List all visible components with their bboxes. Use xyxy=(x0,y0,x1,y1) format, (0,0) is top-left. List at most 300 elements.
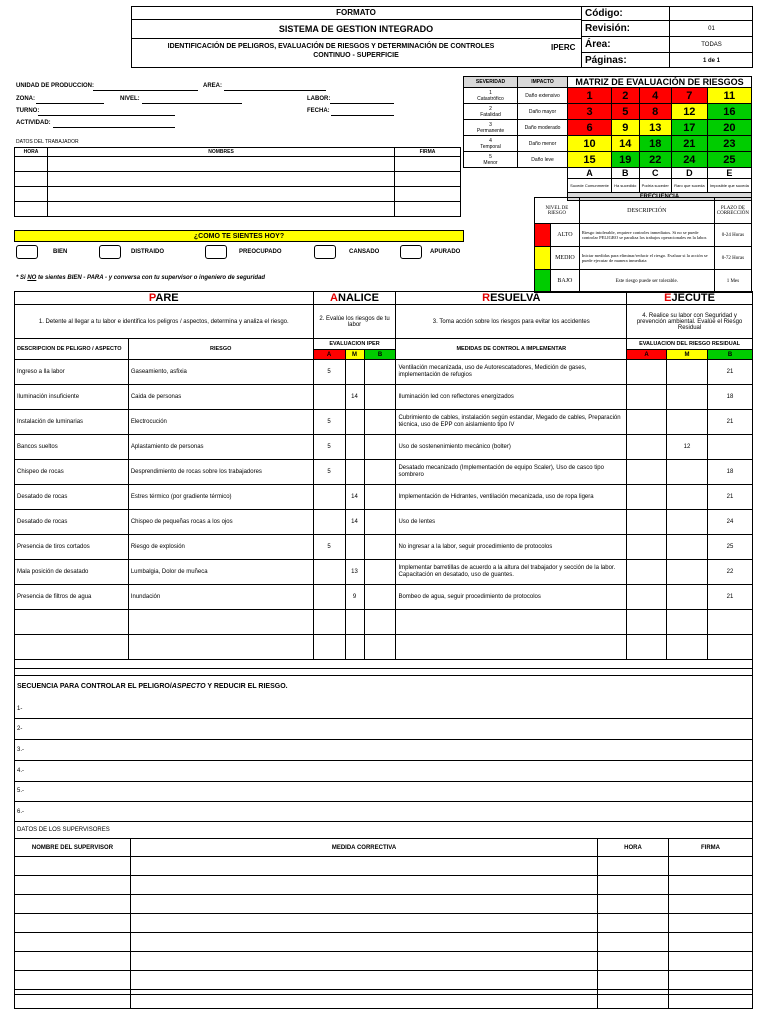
alto-swatch xyxy=(535,224,551,247)
pare-header xyxy=(15,292,314,305)
sistema-title: SISTEMA DE GESTION INTEGRADO xyxy=(131,20,581,39)
desc-peligro-header: DESCRIPCION DE PELIGRO / ASPECTO xyxy=(15,339,129,360)
eval-m[interactable] xyxy=(345,610,364,635)
eval-b[interactable] xyxy=(364,635,396,660)
medida-control[interactable] xyxy=(396,635,627,660)
supervisor-cell[interactable] xyxy=(669,914,753,933)
residual-m[interactable] xyxy=(667,460,708,485)
secuencia-item: 4.- xyxy=(17,768,25,774)
residual-b[interactable]: 24 xyxy=(708,510,753,535)
medida-control[interactable]: Iluminación led con reflectores energizados xyxy=(396,385,627,410)
eval-a[interactable]: 5 xyxy=(313,410,345,435)
bien-label: BIEN xyxy=(53,249,68,255)
eval-m[interactable] xyxy=(345,410,364,435)
residual-m[interactable] xyxy=(667,485,708,510)
secuencia-item: 1- xyxy=(17,706,23,712)
eval-a-header: A xyxy=(313,350,345,360)
eval-b[interactable] xyxy=(364,585,396,610)
medida-control[interactable]: Uso de sostenenimiento mecánico (bolter) xyxy=(396,435,627,460)
eval-m[interactable]: 14 xyxy=(345,385,364,410)
medida-control[interactable]: Cubrimiento de cables, instalación según estandar, Megado de cables, Preparación técnica, uso de EPP con aislamiento tipo IV xyxy=(396,410,627,435)
bajo-swatch xyxy=(535,270,551,293)
eval-b[interactable] xyxy=(364,410,396,435)
residual-a[interactable] xyxy=(627,610,667,635)
secuencia-line[interactable] xyxy=(14,781,753,782)
iperc-label: IPERC xyxy=(551,43,576,52)
secuencia-item: 6.- xyxy=(17,809,25,815)
secuencia-separator xyxy=(14,668,753,676)
matrix-cell: 4 xyxy=(639,88,671,104)
residual-m[interactable] xyxy=(667,560,708,585)
matrix-cell: 18 xyxy=(639,136,671,152)
riesgo-desc[interactable]: Estres térmico (por gradiente térmico) xyxy=(128,485,313,510)
supervisor-cell[interactable] xyxy=(131,914,598,933)
unidad-input[interactable] xyxy=(93,90,198,91)
iper-table xyxy=(14,291,753,660)
imp-cell: Daño leve xyxy=(518,152,568,168)
ejecute-first: E xyxy=(664,292,672,304)
supervisor-cell[interactable] xyxy=(669,971,753,990)
supervisor-cell[interactable] xyxy=(131,952,598,971)
riesgo-desc[interactable]: Inundación xyxy=(128,585,313,610)
iper-row xyxy=(15,510,753,535)
peligro-desc[interactable]: Presencia de filtros de agua xyxy=(15,585,129,610)
eval-m[interactable]: 9 xyxy=(345,585,364,610)
riesgo-desc[interactable]: Desprendimiento de rocas sobre los trabajadores xyxy=(128,460,313,485)
supervisor-cell[interactable] xyxy=(598,895,669,914)
supervisor-cell[interactable] xyxy=(131,876,598,895)
matrix-cell: 11 xyxy=(707,88,751,104)
eval-b[interactable] xyxy=(364,385,396,410)
eval-a[interactable]: 5 xyxy=(313,535,345,560)
hora-header: HORA xyxy=(15,148,48,157)
residual-b[interactable] xyxy=(708,635,753,660)
freq-letter: E xyxy=(707,168,751,179)
freq-letter: C xyxy=(639,168,671,179)
ejecute-rest: JECUTE xyxy=(671,292,715,304)
supervisor-nombre-header: NOMBRE DEL SUPERVISOR xyxy=(15,839,131,857)
secuencia-item: 2- xyxy=(17,726,23,732)
residual-m-header: M xyxy=(667,350,708,360)
supervisor-cell[interactable] xyxy=(669,933,753,952)
fecha-input[interactable] xyxy=(331,115,394,116)
hora-cell[interactable] xyxy=(15,187,48,202)
resuelva-rest: ESUELVA xyxy=(490,292,541,304)
residual-b[interactable]: 21 xyxy=(708,360,753,385)
analice-first: A xyxy=(330,292,338,304)
residual-a[interactable] xyxy=(627,460,667,485)
residual-a[interactable] xyxy=(627,560,667,585)
cansado-checkbox[interactable] xyxy=(314,245,336,259)
nombre-cell[interactable] xyxy=(48,187,395,202)
residual-m[interactable] xyxy=(667,385,708,410)
firma-cell[interactable] xyxy=(395,187,461,202)
supervisor-cell[interactable] xyxy=(598,933,669,952)
riesgo-desc[interactable] xyxy=(128,610,313,635)
supervisor-cell[interactable] xyxy=(598,971,669,990)
residual-b-header: B xyxy=(708,350,753,360)
supervisor-cell[interactable] xyxy=(15,952,131,971)
nivel-riesgo-table xyxy=(534,197,752,293)
residual-m[interactable] xyxy=(667,635,708,660)
sec-title-pre: SECUENCIA PARA CONTROLAR EL PELIGRO/ xyxy=(17,683,172,690)
supervisor-firma-header: FIRMA xyxy=(669,839,753,857)
area-input[interactable] xyxy=(224,90,326,91)
area-field-label: AREA: xyxy=(203,83,222,89)
revision-label: Revisión: xyxy=(582,21,669,37)
sec-title-post: Y REDUCIR EL RIESGO. xyxy=(205,683,288,690)
eval-a[interactable] xyxy=(313,560,345,585)
secuencia-line[interactable] xyxy=(14,760,753,761)
matrix-cell: 5 xyxy=(612,104,639,120)
peligro-desc[interactable]: Desatado de rocas xyxy=(15,485,129,510)
actividad-input[interactable] xyxy=(53,127,175,128)
eval-a[interactable] xyxy=(313,635,345,660)
residual-header: EVALUACION DEL RIESGO RESIDUAL xyxy=(627,339,753,350)
residual-a[interactable] xyxy=(627,385,667,410)
peligro-desc[interactable] xyxy=(15,610,129,635)
medio-desc: Iniciar medidas para eliminar/reducir el riesgo. Evaluar si la acción se puede ejecutar de manera inmediata xyxy=(579,247,714,270)
supervisor-cell[interactable] xyxy=(669,895,753,914)
residual-a-header: A xyxy=(627,350,667,360)
eval-a[interactable]: 5 xyxy=(313,360,345,385)
residual-b[interactable]: 21 xyxy=(708,410,753,435)
residual-a[interactable] xyxy=(627,435,667,460)
residual-a[interactable] xyxy=(627,585,667,610)
eval-a[interactable]: 5 xyxy=(313,435,345,460)
revision-value: 01 xyxy=(670,21,753,37)
eval-b-header: B xyxy=(364,350,396,360)
medida-control[interactable]: No ingresar a la labor, seguir procedimiento de protocolos xyxy=(396,535,627,560)
note-post: te sientes BIEN - PARA - y conversa con tu supervisor o ingeniero de seguridad xyxy=(36,275,266,281)
residual-m[interactable] xyxy=(667,360,708,385)
eval-a[interactable] xyxy=(313,510,345,535)
nombre-cell[interactable] xyxy=(48,172,395,187)
matrix-cell: 24 xyxy=(671,152,707,168)
actividad-label: ACTIVIDAD: xyxy=(16,120,51,126)
iper-row xyxy=(15,360,753,385)
firma-cell[interactable] xyxy=(395,202,461,217)
supervisor-cell[interactable] xyxy=(15,971,131,990)
eval-b[interactable] xyxy=(364,610,396,635)
header-logo-area xyxy=(14,6,131,68)
riesgo-desc[interactable]: Electrocución xyxy=(128,410,313,435)
freq-desc: Raro que suceda xyxy=(671,179,707,193)
turno-input[interactable] xyxy=(38,115,175,116)
eval-b[interactable] xyxy=(364,360,396,385)
supervisor-cell[interactable] xyxy=(669,876,753,895)
matrix-cell: 25 xyxy=(707,152,751,168)
residual-m[interactable]: 12 xyxy=(667,435,708,460)
peligro-desc[interactable]: Presencia de tiros cortados xyxy=(15,535,129,560)
eval-m[interactable] xyxy=(345,435,364,460)
bajo-desc: Este riesgo puede ser tolerable. xyxy=(579,270,714,293)
supervisor-cell[interactable] xyxy=(15,895,131,914)
residual-m[interactable] xyxy=(667,535,708,560)
eval-b[interactable] xyxy=(364,435,396,460)
residual-a[interactable] xyxy=(627,410,667,435)
riesgo-desc[interactable]: Aplastamiento de personas xyxy=(128,435,313,460)
supervisor-cell[interactable] xyxy=(15,990,131,1009)
secuencia-line[interactable] xyxy=(14,821,753,822)
sev-cell: 1 Catastrófico xyxy=(464,88,518,104)
residual-a[interactable] xyxy=(627,485,667,510)
supervisor-cell[interactable] xyxy=(15,876,131,895)
iper-row xyxy=(15,485,753,510)
supervisor-cell[interactable] xyxy=(131,990,598,1009)
apurado-label: APURADO xyxy=(430,249,461,255)
preocupado-label: PREOCUPADO xyxy=(239,249,282,255)
eval-m[interactable] xyxy=(345,360,364,385)
cansado-label: CANSADO xyxy=(349,249,380,255)
peligro-desc[interactable]: Desatado de rocas xyxy=(15,510,129,535)
matrix-cell: 23 xyxy=(707,136,751,152)
risk-matrix xyxy=(463,76,752,201)
peligro-desc[interactable] xyxy=(15,635,129,660)
eval-m[interactable] xyxy=(345,460,364,485)
residual-m[interactable] xyxy=(667,510,708,535)
residual-b[interactable]: 22 xyxy=(708,560,753,585)
turno-label: TURNO: xyxy=(16,108,40,114)
analice-rest: NALICE xyxy=(338,292,379,304)
medida-control[interactable]: Ventilación mecanizada, uso de Autorescatadores, Medición de gases, implementación de refugios xyxy=(396,360,627,385)
iper-row xyxy=(15,385,753,410)
eval-m[interactable] xyxy=(345,535,364,560)
alto-desc: Riesgo intolerable, requiere controles inmediatos. Si no se puede controlar PELIGRO se paraliza los trabajos operacionales en la labor. xyxy=(579,224,714,247)
medida-control[interactable]: Desatado mecanizado (Implementación de equipo Scaler), Uso de casco tipo sombrero xyxy=(396,460,627,485)
matrix-cell: 3 xyxy=(568,104,612,120)
paginas-value: 1 de 1 xyxy=(702,57,720,64)
zona-label: ZONA: xyxy=(16,96,35,102)
apurado-checkbox[interactable] xyxy=(400,245,422,259)
labor-input[interactable] xyxy=(330,103,394,104)
unidad-label: UNIDAD DE PRODUCCION: xyxy=(16,83,94,89)
firma-cell[interactable] xyxy=(395,172,461,187)
riesgo-desc[interactable]: Gaseamiento, asfixia xyxy=(128,360,313,385)
eval-b[interactable] xyxy=(364,485,396,510)
residual-b[interactable]: 21 xyxy=(708,585,753,610)
supervisor-cell[interactable] xyxy=(598,990,669,1009)
residual-m[interactable] xyxy=(667,585,708,610)
freq-desc: Imposible que suceda xyxy=(707,179,751,193)
bien-checkbox[interactable] xyxy=(16,245,38,259)
como-te-sientes-banner: ¿COMO TE SIENTES HOY? xyxy=(14,230,464,242)
matrix-cell: 15 xyxy=(568,152,612,168)
resuelva-header xyxy=(396,292,627,305)
analice-header xyxy=(313,292,396,305)
peligro-desc[interactable]: Chispeo de rocas xyxy=(15,460,129,485)
eval-m[interactable]: 13 xyxy=(345,560,364,585)
sev-cell: 5 Menor xyxy=(464,152,518,168)
plazo-header: PLAZO DE CORRECCIÓN xyxy=(714,198,751,224)
supervisor-cell[interactable] xyxy=(131,971,598,990)
medio-plazo: 0-72 Horas xyxy=(714,247,751,270)
residual-b[interactable]: 18 xyxy=(708,460,753,485)
distraido-label: DISTRAIDO xyxy=(131,249,164,255)
nombre-cell[interactable] xyxy=(48,202,395,217)
matrix-cell: 8 xyxy=(639,104,671,120)
eval-b[interactable] xyxy=(364,460,396,485)
eval-a[interactable] xyxy=(313,485,345,510)
eval-m-header: M xyxy=(345,350,364,360)
sev-cell: 3 Permanente xyxy=(464,120,518,136)
firma-cell[interactable] xyxy=(395,157,461,172)
matrix-cell: 10 xyxy=(568,136,612,152)
residual-a[interactable] xyxy=(627,635,667,660)
ejecute-desc: 4. Realice su labor con Seguridad y prevención ambiental. Evalúe el Riesgo Residual xyxy=(627,305,753,339)
iper-row xyxy=(15,635,753,660)
codigo-value xyxy=(670,6,753,21)
eval-b[interactable] xyxy=(364,560,396,585)
alto-plazo: 0-24 Horas xyxy=(714,224,751,247)
note-no: NO xyxy=(27,275,37,281)
desc-header: DESCRIPCIÓN xyxy=(579,198,714,224)
secuencia-line[interactable] xyxy=(14,739,753,740)
fecha-label: FECHA: xyxy=(307,108,330,114)
medida-control[interactable]: Uso de lentes xyxy=(396,510,627,535)
eval-a[interactable]: 5 xyxy=(313,460,345,485)
iper-row xyxy=(15,610,753,635)
residual-a[interactable] xyxy=(627,510,667,535)
hora-cell[interactable] xyxy=(15,202,48,217)
supervisor-cell[interactable] xyxy=(15,857,131,876)
residual-m[interactable] xyxy=(667,610,708,635)
nivel-header: NIVEL DE RIESGO xyxy=(535,198,580,224)
trabajador-table xyxy=(14,147,461,217)
matrix-cell: 2 xyxy=(612,88,639,104)
trabajador-title: DATOS DEL TRABAJADOR xyxy=(16,139,79,145)
pare-first: P xyxy=(148,292,156,304)
supervisor-cell[interactable] xyxy=(598,857,669,876)
area-value: TODAS xyxy=(670,37,753,53)
riesgo-desc[interactable] xyxy=(128,635,313,660)
matrix-cell: 14 xyxy=(612,136,639,152)
sev-cell: 4 Temporal xyxy=(464,136,518,152)
pare-desc: 1. Detente al llegar a tu labor e identifica los peligros / aspectos, determina y analiza el riesgo. xyxy=(15,305,314,339)
residual-b[interactable]: 25 xyxy=(708,535,753,560)
matrix-cell: 9 xyxy=(612,120,639,136)
supervisor-hora-header: HORA xyxy=(598,839,669,857)
imp-cell: Daño mayor xyxy=(518,104,568,120)
supervisor-cell[interactable] xyxy=(131,895,598,914)
medida-control[interactable]: Implementar barretillas de acuerdo a la altura del trabajador y sección de la labor. Capacitación en desatado, uso de guantes. xyxy=(396,560,627,585)
supervisores-title: DATOS DE LOS SUPERVISORES xyxy=(17,827,110,833)
firma-header: FIRMA xyxy=(395,148,461,157)
supervisor-cell[interactable] xyxy=(131,933,598,952)
secuencia-line[interactable] xyxy=(14,718,753,719)
residual-m[interactable] xyxy=(667,410,708,435)
riesgo-desc[interactable]: Chispeo de pequeñas rocas a los ojos xyxy=(128,510,313,535)
matrix-cell: 16 xyxy=(707,104,751,120)
supervisor-cell[interactable] xyxy=(669,857,753,876)
medida-control[interactable]: Bombeo de agua, seguir procedimiento de protocolos xyxy=(396,585,627,610)
residual-b[interactable] xyxy=(708,435,753,460)
matrix-cell: 21 xyxy=(671,136,707,152)
supervisor-medida-header: MEDIDA CORRECTIVA xyxy=(131,839,598,857)
matrix-cell: 7 xyxy=(671,88,707,104)
pare-rest: ARE xyxy=(155,292,179,304)
medida-control[interactable] xyxy=(396,610,627,635)
matrix-cell: 19 xyxy=(612,152,639,168)
residual-b[interactable]: 18 xyxy=(708,385,753,410)
note-pre: * Si xyxy=(16,275,28,281)
iper-row xyxy=(15,535,753,560)
secuencia-item: 5.- xyxy=(17,788,25,794)
eval-a[interactable] xyxy=(313,610,345,635)
eval-b[interactable] xyxy=(364,510,396,535)
peligro-desc[interactable]: Iluminación insuficiente xyxy=(15,385,129,410)
nombre-cell[interactable] xyxy=(48,157,395,172)
nombres-header: NOMBRES xyxy=(48,148,395,157)
hora-cell[interactable] xyxy=(15,172,48,187)
residual-a[interactable] xyxy=(627,535,667,560)
supervisor-cell[interactable] xyxy=(15,933,131,952)
title-line: IDENTIFICACIÓN DE PELIGROS, EVALUACIÓN DE RIESGOS Y DETERMINACIÓN DE CONTROLES xyxy=(167,43,495,50)
supervisor-cell[interactable] xyxy=(669,990,753,1009)
eval-m[interactable]: 14 xyxy=(345,485,364,510)
resuelva-first: R xyxy=(482,292,491,304)
iper-row xyxy=(15,410,753,435)
supervisor-cell[interactable] xyxy=(598,876,669,895)
eval-b[interactable] xyxy=(364,535,396,560)
riesgo-header: RIESGO xyxy=(128,339,313,360)
distraido-checkbox[interactable] xyxy=(99,245,121,259)
secuencia-title xyxy=(17,683,288,690)
peligro-desc[interactable]: Mala posición de desatado xyxy=(15,560,129,585)
severidad-header: SEVERIDAD xyxy=(464,77,518,88)
impacto-header: IMPACTO xyxy=(518,77,568,88)
formato-label: FORMATO xyxy=(131,6,581,20)
riesgo-desc[interactable]: Riesgo de explosión xyxy=(128,535,313,560)
peligro-desc[interactable]: Ingreso a lla labor xyxy=(15,360,129,385)
eval-a[interactable] xyxy=(313,585,345,610)
supervisor-cell[interactable] xyxy=(598,914,669,933)
medida-control[interactable]: Implementación de Hidrantes, ventilación mecanizada, uso de ropa ligera xyxy=(396,485,627,510)
iper-row xyxy=(15,435,753,460)
zona-input[interactable] xyxy=(36,103,104,104)
riesgo-desc[interactable]: Lumbalgia, Dolor de muñeca xyxy=(128,560,313,585)
iper-row xyxy=(15,560,753,585)
matrix-cell: 17 xyxy=(671,120,707,136)
matrix-cell: 6 xyxy=(568,120,612,136)
supervisor-cell[interactable] xyxy=(131,857,598,876)
eval-m[interactable] xyxy=(345,635,364,660)
sec-title-em: ASPECTO xyxy=(171,683,206,690)
eval-a[interactable] xyxy=(313,385,345,410)
secuencia-line[interactable] xyxy=(14,801,753,802)
medio-label: MEDIO xyxy=(551,247,580,270)
preocupado-checkbox[interactable] xyxy=(205,245,227,259)
freq-letter: A xyxy=(568,168,612,179)
supervisor-cell[interactable] xyxy=(598,952,669,971)
eval-m[interactable]: 14 xyxy=(345,510,364,535)
peligro-desc[interactable]: Bancos sueltos xyxy=(15,435,129,460)
hora-cell[interactable] xyxy=(15,157,48,172)
residual-a[interactable] xyxy=(627,360,667,385)
riesgo-desc[interactable]: Caida de personas xyxy=(128,385,313,410)
residual-b[interactable] xyxy=(708,610,753,635)
codigo-label: Código: xyxy=(582,6,669,21)
matrix-title: MATRIZ DE EVALUACIÓN DE RIESGOS xyxy=(568,77,752,88)
nivel-input[interactable] xyxy=(142,103,242,104)
residual-b[interactable]: 21 xyxy=(708,485,753,510)
medio-swatch xyxy=(535,247,551,270)
resuelva-desc: 3. Toma acción sobre los riesgos para evitar los accidentes xyxy=(396,305,627,339)
supervisor-cell[interactable] xyxy=(15,914,131,933)
peligro-desc[interactable]: Instalación de luminarias xyxy=(15,410,129,435)
supervisor-cell[interactable] xyxy=(669,952,753,971)
bajo-plazo: 1 Mes xyxy=(714,270,751,293)
